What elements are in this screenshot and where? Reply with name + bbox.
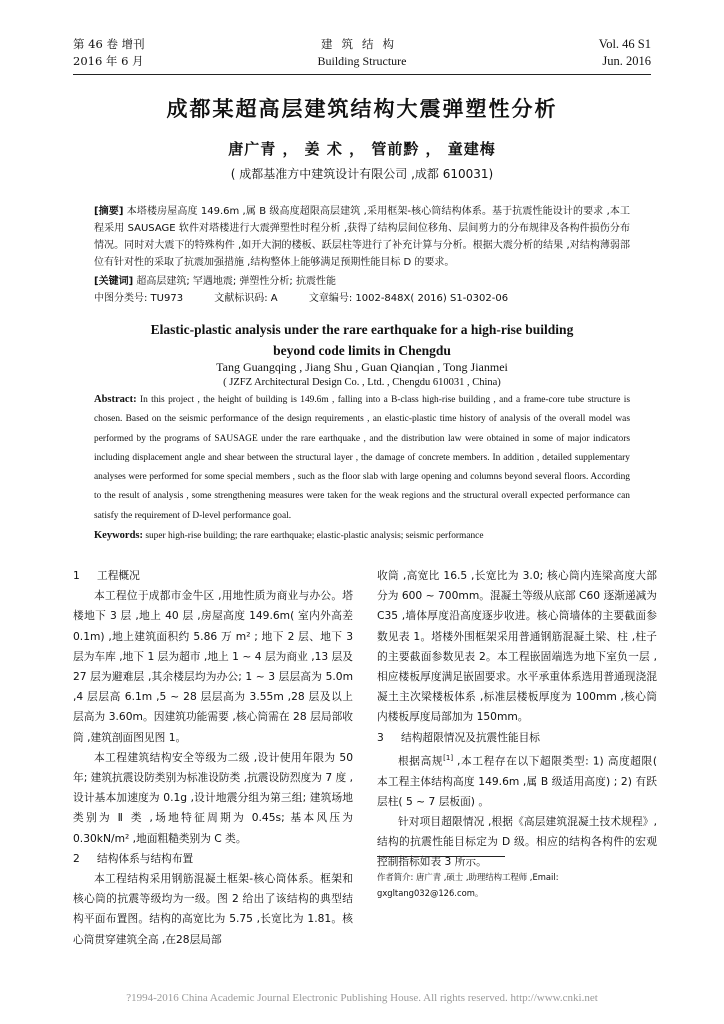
- abstract-en-label: Abstract:: [94, 394, 137, 405]
- section-3-paragraph-2: 针对项目超限情况 ,根据《高层建筑混凝土技术规程》,结构的抗震性能目标定为 D 级。相应的结构各构件的宏观控制指标如表 3 所示。: [377, 815, 657, 869]
- abstract-cn-text: 本塔楼房屋高度 149.6m ,属 B 级高度超限高层建筑 ,采用框架-核心筒结构体系。基于抗震性能设计的要求 ,本工程采用 SAUSAGE 软件对塔楼进行大震弹塑性时程分析 ,获得了结构层间位移角、层间剪力的分布规律及各构件损伤分布情况。同时对大震下的特殊构件 ,如开大洞的楼板、跃层柱等进行了补充计算与分析。根据大震分析的结果 ,对结构薄弱部位有针对性的采取了抗震加强措施 ,结构整体上能够满足预期性能目标 D 的要求。: [94, 206, 630, 268]
- abstract-cn: [94, 203, 630, 271]
- author-footnote: 作者简介: 唐广青 ,硕士 ,助理结构工程师 ,Email: gxgltang032@126.com。: [377, 872, 559, 898]
- english-title-line1: Elastic-plastic analysis under the rare earthquake for a high-rise building: [150, 322, 574, 337]
- date-en: Jun. 2016: [602, 54, 651, 68]
- keywords-cn: [94, 273, 630, 290]
- section-1-title: 工程概况: [97, 569, 140, 582]
- article-number: 文章编号: 1002-848X( 2016) S1-0302-06: [308, 293, 509, 304]
- classification-line: [94, 290, 536, 307]
- journal-name-cn: 建筑结构: [321, 37, 403, 51]
- section-2-paragraph-1: 本工程结构采用钢筋混凝土框架-核心筒体系。框架和核心筒的抗震等级均为一级。图 2 给出了该结构的典型结构平面布置图。结构的高宽比为 5.75 ,长宽比为 1.81。核心筒贯穿建筑全高 ,在28层局部: [73, 872, 353, 946]
- section-1-heading: [73, 566, 353, 586]
- issue-date: 2016 年 6 月: [73, 54, 144, 68]
- clc-number: 中图分类号: TU973: [94, 293, 184, 304]
- keywords-cn-text: 超高层建筑; 罕遇地震; 弹塑性分析; 抗震性能: [136, 276, 336, 287]
- english-authors: Tang Guangqing , Jiang Shu , Guan Qianqian , Tong Jianmei: [216, 360, 508, 374]
- volume-issue: 第 46 卷 增刊: [73, 37, 145, 51]
- paper-affiliation: ( 成都基准方中建筑设计有限公司 ,成都 610031): [230, 167, 494, 181]
- section-1-paragraph-1: 本工程位于成都市金牛区 ,用地性质为商业与办公。塔楼地下 3 层 ,地上 40 层 ,房屋高度 149.6m( 室内外高差 0.1m) ,地上建筑面积约 5.86 万 m² ; 地下 2 层、地下 3 层为车库 ,地下 1 层为超市 ,地上 1 ~ 4 层为商业 ,13 层及 27 层为避难层 ,其余楼层均为办公; 1 ~ 3 层层高为 5.0m ,4 层层高 6.1m ,5 ~ 28 层层高为 3.55m ,28 层及以上层高为 3.60m。因建筑功能需要 ,核心筒需在 28 层局部收筒 ,建筑剖面图见图 1。: [73, 589, 353, 744]
- english-title: [0, 319, 724, 361]
- keywords-en-label: Keywords:: [94, 530, 143, 541]
- section-3-heading: [377, 728, 657, 748]
- section-3-number: 3: [377, 730, 384, 744]
- keywords-en-text: super high-rise building; the rare earthquake; elastic-plastic analysis; seismic performance: [145, 531, 484, 541]
- body-left-column: [73, 566, 353, 950]
- section-2-heading: [73, 849, 353, 869]
- section-3-paragraph-1-rest: ,本工程存在以下超限类型: 1) 高度超限( 本工程主体结构高度 149.6m ,属 B 级适用高度) ; 2) 有跃层柱( 5 ~ 7 层板面) 。: [377, 754, 657, 808]
- volume-en: Vol. 46 S1: [598, 37, 651, 51]
- section-3-title: 结构超限情况及抗震性能目标: [401, 730, 540, 744]
- header-divider: [73, 74, 651, 75]
- english-affiliation: ( JZFZ Architectural Design Co. , Ltd. , Chengdu 610031 , China): [223, 377, 501, 388]
- footnote-divider: [377, 856, 505, 857]
- section-2-number: 2: [73, 851, 80, 865]
- english-title-line2: beyond code limits in Chengdu: [273, 343, 451, 358]
- doc-code: 文献标识码: A: [214, 293, 278, 304]
- section-3-paragraph-1: [377, 748, 657, 812]
- journal-volume-en-block: [599, 36, 651, 70]
- journal-name-en: Building Structure: [317, 54, 407, 68]
- keywords-en: [94, 528, 630, 544]
- paper-authors: 唐广青 ， 姜 术 ， 管前黔 ， 童建梅: [228, 140, 496, 158]
- section-3-paragraph-1-lead: 根据高规: [398, 754, 444, 768]
- paper-title: 成都某超高层建筑结构大震弹塑性分析: [166, 97, 558, 121]
- abstract-en: [94, 390, 630, 526]
- section-1-number: 1: [73, 569, 80, 582]
- section-1-paragraph-2: 本工程建筑结构安全等级为二级 ,设计使用年限为 50 年; 建筑抗震设防类别为标准设防类 ,抗震设防烈度为 7 度 ,设计基本加速度为 0.1g ,设计地震分组为第三组; 建筑场地类别为 Ⅱ 类 ,场地特征周期为 0.45s; 基本风压为 0.30kN/m² ,地面粗糙类别为 C 类。: [73, 750, 353, 845]
- reference-citation[interactable]: [1]: [443, 753, 454, 762]
- copyright-watermark: ?1994-2016 China Academic Journal Electronic Publishing House. All rights reserved. http://www.cnki.net: [126, 992, 598, 1004]
- abstract-cn-label: [摘要]: [94, 206, 124, 217]
- keywords-cn-label: [关键词]: [94, 276, 134, 287]
- section-2-paragraph-1-continued: 收筒 ,高宽比 16.5 ,长宽比为 3.0; 核心筒内连梁高度大部分为 600 ~ 700mm。混凝土等级从底部 C60 逐渐递减为 C35 ,墙体厚度沿高度逐步收进。核心筒墙体的主要截面参数见表 1。塔楼外围框架采用普通钢筋混凝土梁、柱 ,柱子的主要截面参数见表 2。本工程嵌固端选为地下室负一层 ,相应楼板厚度满足嵌固要求。水平承重体系选用普通现浇混凝土主次梁楼板体系 ,标准层楼板厚度为 100mm ,核心筒内楼板厚度局部加为 150mm。: [377, 569, 657, 724]
- section-2-title: 结构体系与结构布置: [97, 851, 194, 865]
- abstract-en-text: In this project , the height of building is 149.6m , falling into a B-class high-rise building , and a frame-core tube structure is chosen. Based on the seismic performance of the design requirements , an elastic-plastic time history of analysis of the overall model was performed by the programs of SAUSAGE under the rare earthquake , and the distribution law were obtained in some of major indicators including displacement angle and shear between the structural layer , the damage of concrete members. In addition , detailed supplementary analyses were performed for some special members , such as the floor slab with large opening and columns beyond several floors. According to the result of analysis , some strengthening measures were taken for the weak regions and the structural overall expected performance can satisfy the requirement of D-level performance goal.: [94, 395, 631, 521]
- body-right-column: [377, 566, 657, 873]
